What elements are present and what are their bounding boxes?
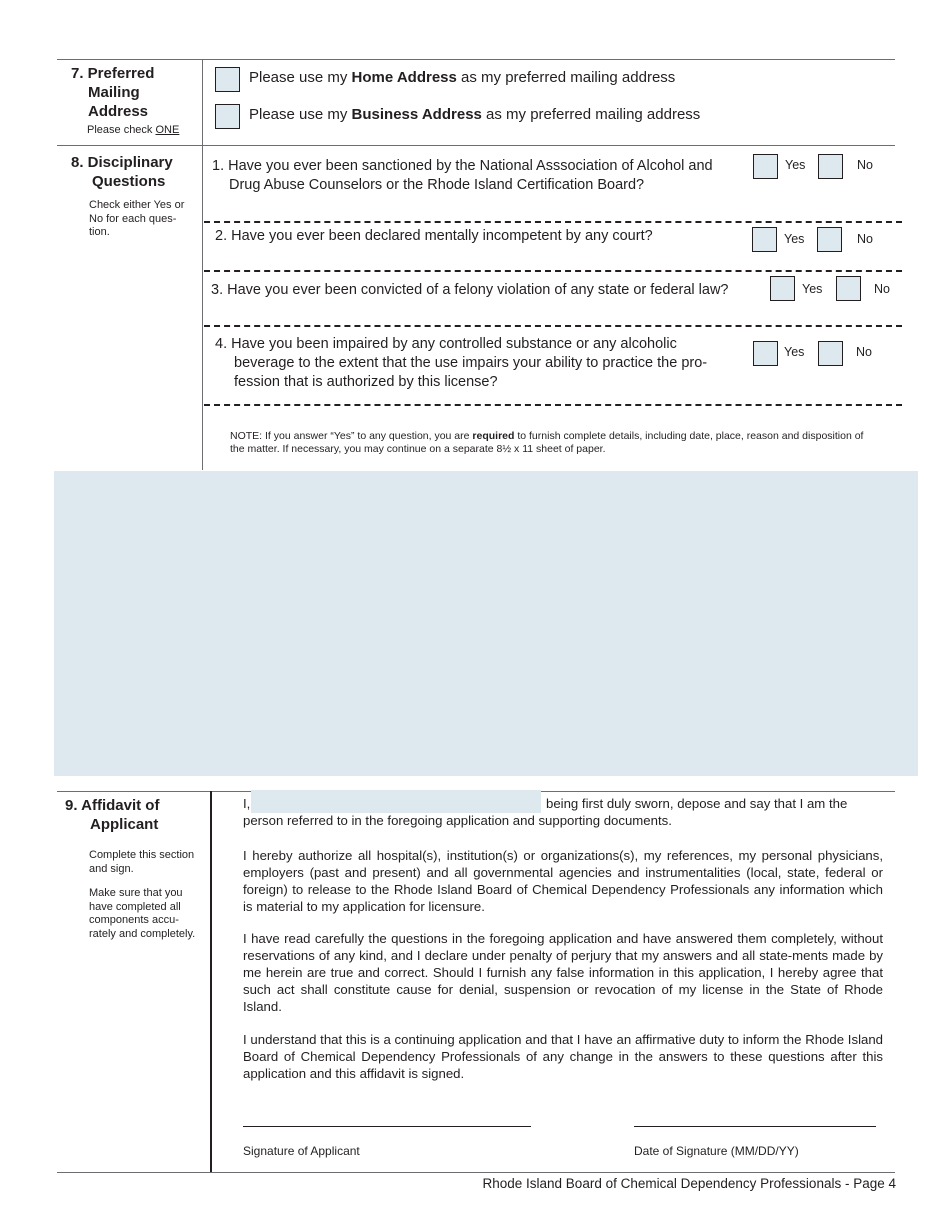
section9-note-2-line1: Make sure that you [89,887,183,899]
q2-yes-checkbox[interactable] [752,227,777,252]
dashed-separator-3 [204,325,902,327]
affidavit-paragraph-3: I understand that this is a continuing application and that I have an affirmative duty to inform the Rhode Island Board of Chemical Dependency Professionals of any change in the answers to these questions after this application and this affidavit is signed. [243,1032,883,1081]
question-4-line1: 4. Have you been impaired by any controlled substance or any alcoholic [215,336,677,352]
q3-yes-label: Yes [802,282,823,296]
q3-no-checkbox[interactable] [836,276,861,301]
section8-title-line1: 8. Disciplinary [71,154,173,171]
section9-title [65,796,159,834]
section7-note [87,124,179,138]
section7-title-line2: Mailing [88,84,140,101]
section9-title-line2: Applicant [90,816,159,833]
q3-yes-checkbox[interactable] [770,276,795,301]
section9-note-2-line4: rately and completely. [89,927,196,940]
section8-title [71,153,173,191]
section9-column-divider [210,791,212,1173]
disciplinary-note-line2: the matter. If necessary, you may continue on a separate 8½ x 11 sheet of paper. [230,443,606,455]
home-address-bold: Home Address [351,69,457,86]
question-1-line2: Drug Abuse Counselors or the Rhode Island Certification Board? [229,177,645,193]
section9-note-2-line2: have completed all [89,900,181,913]
q2-yes-label: Yes [784,232,805,246]
section9-bottom-rule [57,1172,895,1173]
date-label: Date of Signature (MM/DD/YY) [634,1144,799,1158]
section9-note-2-line3: components accu- [89,914,179,926]
signature-input[interactable] [243,1126,531,1127]
dashed-separator-1 [204,221,902,223]
home-address-post: as my preferred mailing address [456,69,676,86]
home-address-pre: Please use my [249,69,352,86]
business-address-label [249,106,700,123]
section7-title-line3: Address [88,103,149,120]
q4-no-label: No [856,345,872,359]
business-address-post: as my preferred mailing address [481,106,701,123]
section7-top-rule [57,59,895,60]
affidavit-paragraph-1: I hereby authorize all hospital(s), institution(s) or organizations(s), my references, my personal physicians, employers (past and present) and all governmental agencies and instrumentalities (local, state, federal or foreign) to release to the Rhode Island Board of Chemical Dependency Professionals any information which is material to my application for licensure. [243,848,883,914]
disciplinary-note [230,430,863,456]
disciplinary-note-line1 [230,430,863,443]
section8-note-line2: No for each ques- [89,212,177,225]
q1-yes-checkbox[interactable] [753,154,778,179]
question-4-line3: fession that is authorized by this license? [234,374,498,390]
business-address-checkbox[interactable] [215,104,240,129]
oath-suffix: being first duly sworn, depose and say that I am the [546,796,848,811]
q4-no-checkbox[interactable] [818,341,843,366]
left-column-divider [202,59,203,470]
section8-note [89,199,184,240]
affidavit-paragraph-2: I have read carefully the questions in the foregoing application and have answered them completely, without reservations of any kind, and I declare under penalty of perjury that my answers and all state-ments made by me herein are true and correct. Should I furnish any false information in this application, I hereby agree that such act shall constitute cause for denial, suspension or revocation of my license in the State of Rhode Island. [243,931,883,1014]
q4-yes-checkbox[interactable] [753,341,778,366]
oath-line2: person referred to in the foregoing application and supporting documents. [243,813,672,828]
dashed-separator-2 [204,270,902,272]
section9-title-line1: 9. Affidavit of [65,797,160,814]
home-address-label [249,69,675,86]
section8-top-rule [57,145,895,146]
question-4-line2: beverage to the extent that the use impairs your ability to practice the pro- [234,355,708,371]
page-footer: Rhode Island Board of Chemical Dependency Professionals - Page 4 [482,1176,896,1191]
business-address-bold: Business Address [351,106,482,123]
question-2 [215,227,653,246]
applicant-name-input[interactable] [251,790,541,813]
section7-note-prefix: Please check [87,124,156,136]
section7-title [71,64,154,121]
note-post: to furnish complete details, including date, place, reason and disposition of [514,430,864,442]
q1-yes-label: Yes [785,158,806,172]
question-1-line1: 1. Have you ever been sanctioned by the National Asssociation of Alcohol and [212,158,713,174]
question-2-line1: 2. Have you ever been declared mentally incompetent by any court? [215,228,653,244]
section8-note-line3: tion. [89,226,110,238]
home-address-checkbox[interactable] [215,67,240,92]
disciplinary-details-textarea[interactable] [54,471,918,776]
q1-no-label: No [857,158,873,172]
question-3 [211,281,728,300]
section8-note-line1: Check either Yes or [89,199,185,211]
q4-yes-label: Yes [784,345,805,359]
section9-note-1 [89,849,194,876]
q1-no-checkbox[interactable] [818,154,843,179]
q2-no-checkbox[interactable] [817,227,842,252]
note-pre: NOTE: If you answer “Yes” to any question, you are [230,430,473,442]
q2-no-label: No [857,232,873,246]
section7-title-line1: 7. Preferred [71,65,155,82]
business-address-pre: Please use my [249,106,352,123]
section9-note-1-line1: Complete this section [89,849,195,861]
section9-note-2 [89,887,195,941]
section8-title-line2: Questions [92,173,166,190]
question-4 [215,335,707,392]
signature-label: Signature of Applicant [243,1144,360,1158]
question-3-line1: 3. Have you ever been convicted of a felony violation of any state or federal law? [211,282,729,298]
section9-note-1-line2: and sign. [89,862,134,875]
q3-no-label: No [874,282,890,296]
note-bold: required [472,430,515,442]
oath-prefix: I, [243,796,251,811]
question-1 [212,157,713,195]
signature-date-input[interactable] [634,1126,876,1127]
dashed-separator-4 [204,404,902,406]
section7-note-emph: ONE [155,124,180,136]
